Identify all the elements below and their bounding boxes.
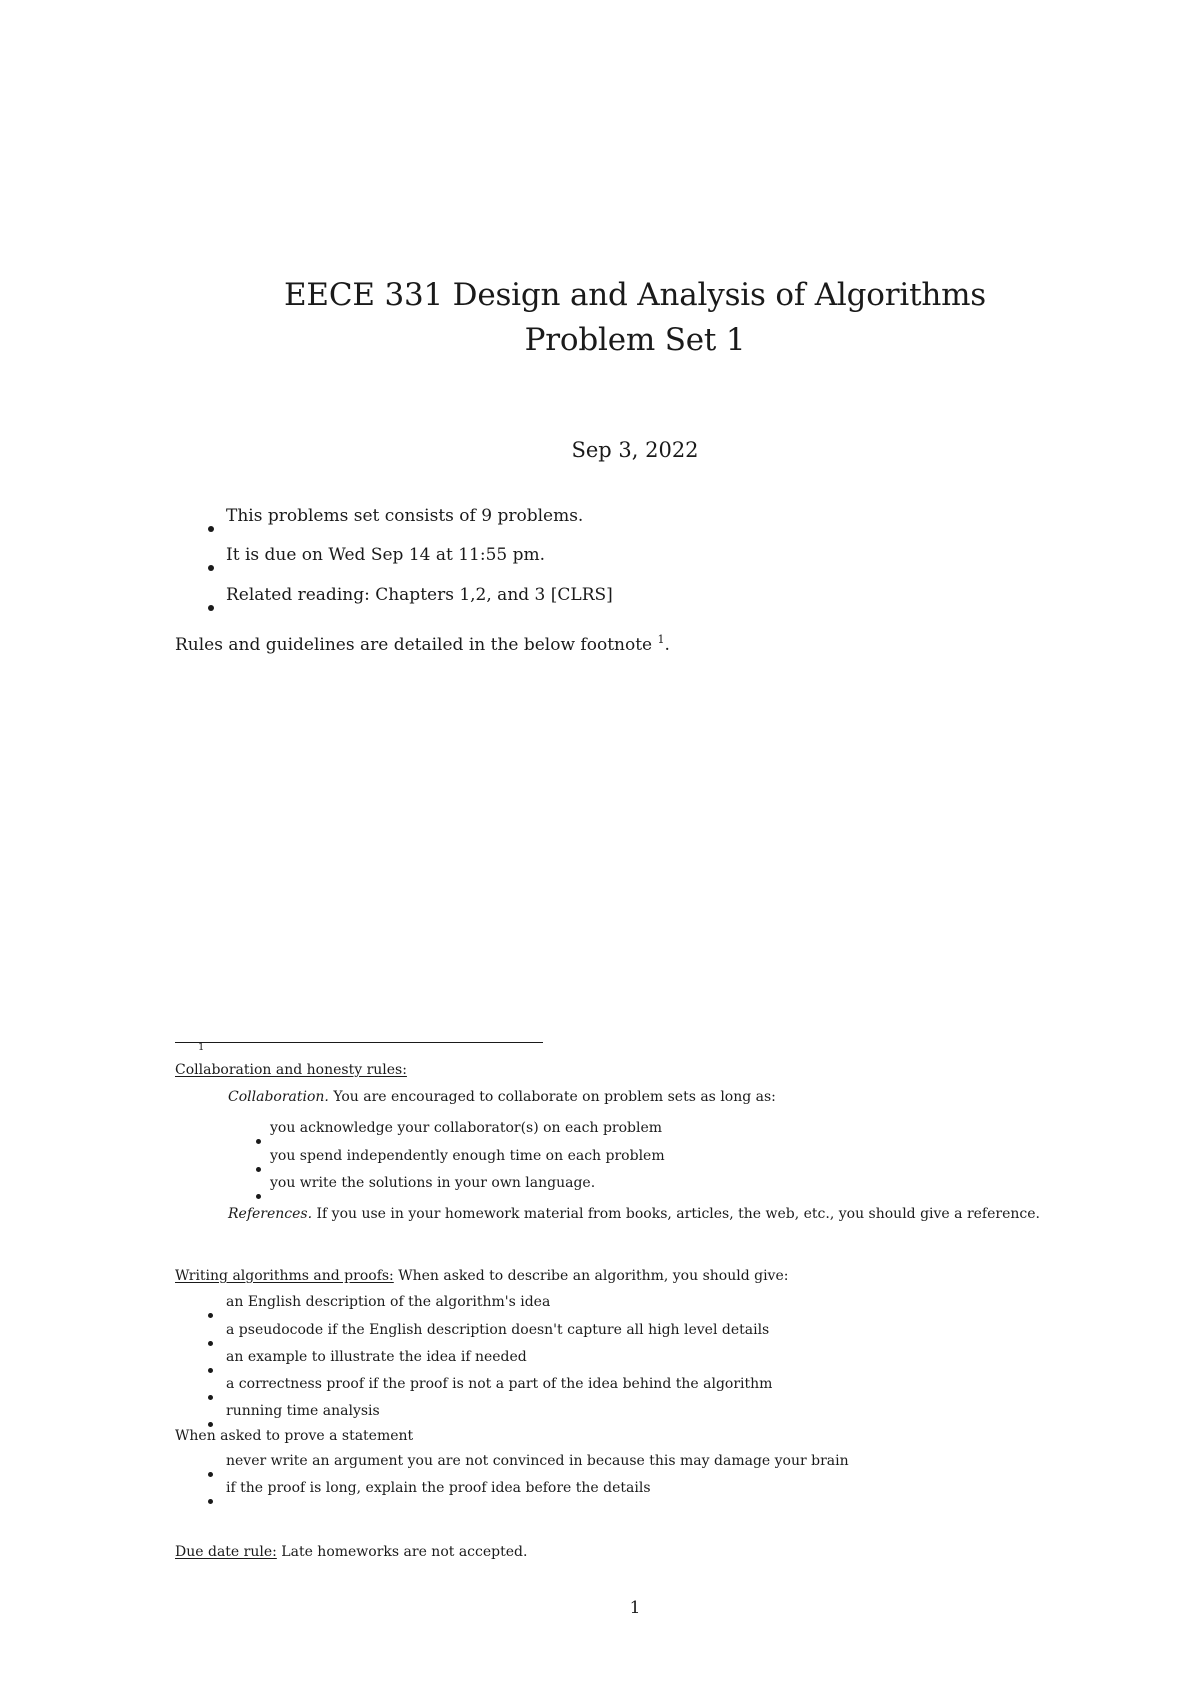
document-date: Sep 3, 2022 (571, 438, 699, 462)
collab-label: Collaboration. (228, 1089, 329, 1105)
prove-item: if the proof is long, explain the proof idea before the details (226, 1480, 651, 1496)
writing-paragraph (175, 1268, 788, 1284)
intro-bullet-text: It is due on Wed Sep 14 at 11:55 pm. (226, 545, 546, 565)
intro-bullet-text: Related reading: Chapters 1,2, and 3 [CLRS] (226, 585, 613, 605)
due-heading: Due date rule: (175, 1544, 277, 1560)
prove-item-dot (208, 1462, 213, 1481)
writing-item: running time analysis (226, 1403, 380, 1419)
intro-bullet-dot (208, 596, 214, 616)
writing-item-dot (208, 1385, 213, 1404)
writing-item-dot (208, 1331, 213, 1350)
page-number: 1 (629, 1598, 641, 1618)
collab-heading: Collaboration and honesty rules: (175, 1062, 407, 1078)
writing-heading: Writing algorithms and proofs: (175, 1268, 394, 1284)
references-paragraph (228, 1206, 1040, 1222)
footnote-reference[interactable]: 1 (657, 633, 665, 646)
prove-item-dot (208, 1489, 213, 1508)
footnote-mark: 1 (198, 1042, 205, 1053)
footnote-divider (175, 1042, 543, 1043)
document-title: EECE 331 Design and Analysis of Algorithms (283, 277, 987, 313)
collab-item-dot (256, 1184, 261, 1203)
writing-intro: When asked to describe an algorithm, you should give: (393, 1268, 789, 1284)
writing-item-dot (208, 1303, 213, 1322)
collab-item: you acknowledge your collaborator(s) on each problem (270, 1120, 663, 1136)
intro-bullet-dot (208, 517, 214, 537)
references-label: References. (228, 1206, 313, 1222)
intro-bullet-dot (208, 556, 214, 576)
collab-item-dot (256, 1129, 261, 1148)
rules-sentence (175, 633, 670, 655)
writing-item: an English description of the algorithm's idea (226, 1294, 551, 1310)
collab-item: you write the solutions in your own language. (270, 1175, 596, 1191)
due-text: Late homeworks are not accepted. (276, 1544, 528, 1560)
collab-item-dot (256, 1157, 261, 1176)
writing-item: a pseudocode if the English description doesn't capture all high level details (226, 1322, 770, 1338)
rules-sentence-end: . (664, 635, 670, 655)
rules-sentence-text: Rules and guidelines are detailed in the below footnote (175, 635, 653, 655)
collab-item: you spend independently enough time on each problem (270, 1148, 665, 1164)
writing-item-dot (208, 1358, 213, 1377)
references-text: If you use in your homework material from books, articles, the web, etc., you should give a reference. (312, 1206, 1040, 1222)
prove-intro: When asked to prove a statement (175, 1428, 414, 1444)
intro-bullet-text: This problems set consists of 9 problems. (226, 506, 584, 526)
document-subtitle: Problem Set 1 (524, 322, 746, 358)
prove-item: never write an argument you are not convinced in because this may damage your brain (226, 1453, 849, 1469)
collab-intro-text: You are encouraged to collaborate on problem sets as long as: (328, 1089, 776, 1105)
writing-item: a correctness proof if the proof is not a part of the idea behind the algorithm (226, 1376, 773, 1392)
collab-intro (228, 1089, 776, 1105)
writing-item: an example to illustrate the idea if needed (226, 1349, 527, 1365)
due-date-paragraph (175, 1544, 527, 1560)
